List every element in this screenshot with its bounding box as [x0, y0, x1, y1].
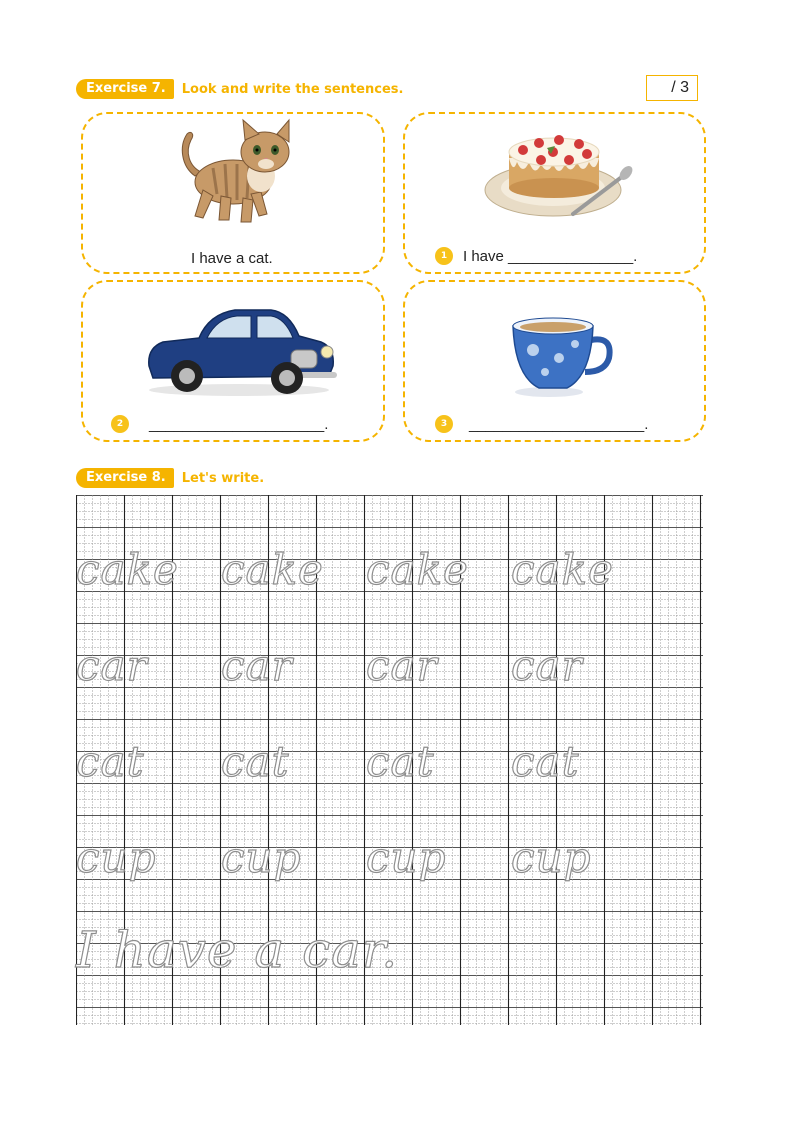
handwriting-grid — [76, 495, 703, 1025]
exercise7-badge: Exercise 7. — [76, 79, 174, 99]
card-cat — [81, 112, 385, 274]
cake-picture — [483, 118, 638, 228]
trace-sentence: I have a car. — [76, 921, 399, 979]
card-cake-sentence: I have _______________. — [463, 248, 638, 265]
exercise8-title: Let's write. — [181, 470, 265, 486]
card-car-number: 2 — [111, 415, 129, 433]
trace-word: cat — [221, 737, 290, 786]
card-car — [81, 280, 385, 442]
trace-word: car — [76, 641, 148, 690]
card-cup-sentence: _____________________. — [469, 416, 649, 433]
trace-word: cat — [76, 737, 145, 786]
trace-word: car — [511, 641, 583, 690]
trace-word: car — [221, 641, 293, 690]
score-box — [646, 75, 698, 101]
exercise8-badge: Exercise 8. — [76, 468, 174, 488]
trace-word: cake — [511, 545, 614, 594]
card-cup — [403, 280, 706, 442]
cup-picture — [507, 312, 617, 402]
cat-picture — [173, 116, 303, 228]
trace-word: cat — [366, 737, 435, 786]
exercise8-header — [76, 468, 264, 488]
trace-word: cup — [221, 833, 302, 882]
trace-word: cup — [76, 833, 157, 882]
score-text: / 3 — [671, 79, 689, 96]
trace-word: cup — [366, 833, 447, 882]
trace-word: car — [366, 641, 438, 690]
trace-word: cat — [511, 737, 580, 786]
card-car-sentence: _____________________. — [149, 416, 329, 433]
card-cup-number: 3 — [435, 415, 453, 433]
trace-word: cake — [76, 545, 179, 594]
exercise7-title: Look and write the sentences. — [181, 81, 404, 97]
trace-word: cake — [221, 545, 324, 594]
card-cake-number: 1 — [435, 247, 453, 265]
car-picture — [139, 296, 339, 400]
card-cat-sentence: I have a cat. — [191, 250, 273, 267]
trace-word: cake — [366, 545, 469, 594]
card-cake — [403, 112, 706, 274]
trace-word: cup — [511, 833, 592, 882]
exercise7-header — [76, 79, 403, 99]
